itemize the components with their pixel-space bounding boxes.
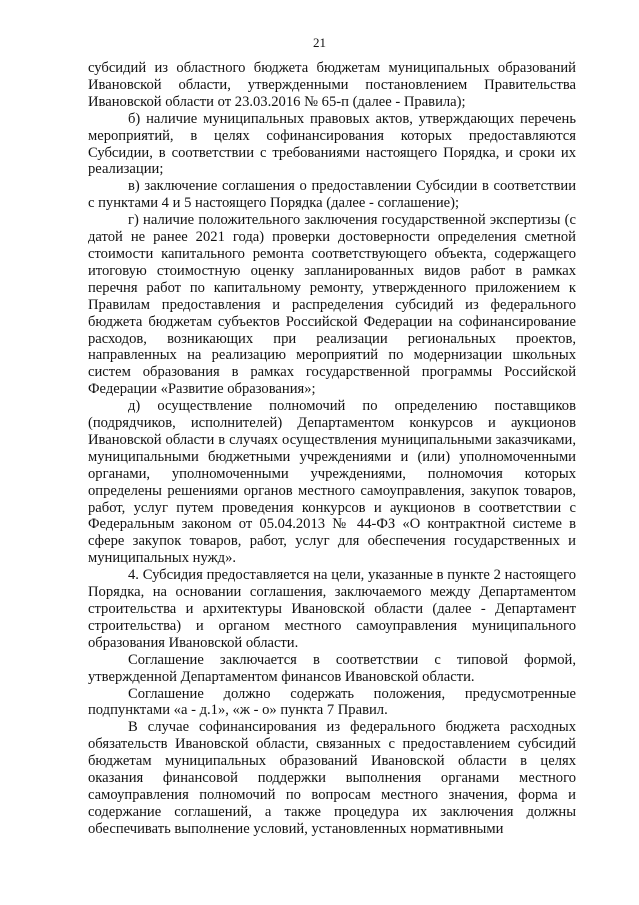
paragraph-item-v: в) заключение соглашения о предоставлении Субсидии в соответствии с пунктами 4 и 5 настоящего Порядка (далее - соглашение);: [88, 178, 576, 212]
page-number: 21: [313, 35, 326, 50]
paragraph-point-4: 4. Субсидия предоставляется на цели, указанные в пункте 2 настоящего Порядка, на основании соглашения, заключаемого между Департаментом строительства и архитектуры Ивановской области (далее - Департамент строительства) и органом местного самоуправления муниципального образования Ивановской области.: [88, 567, 576, 651]
paragraph-agreement-content: Соглашение должно содержать положения, предусмотренные подпунктами «а - д.1», «ж - о» пункта 7 Правил.: [88, 685, 576, 719]
paragraph-agreement-form: Соглашение заключается в соответствии с типовой формой, утвержденной Департаментом финансов Ивановской области.: [88, 651, 576, 685]
paragraph-subsidies-rules: субсидий из областного бюджета бюджетам муниципальных образований Ивановской области, утвержденными постановлением Правительства Ивановской области от 23.03.2016 № 65-п (далее - Правила);: [88, 60, 576, 110]
paragraph-item-g: г) наличие положительного заключения государственной экспертизы (с датой не ранее 2021 года) проверки достоверности определения сметной стоимости капитального ремонта соответствующего объекта, содержащего итоговую стоимостную оценку запланированных видов работ в рамках перечня работ по капитальному ремонту, утвержденного приложением к Правилам предоставления и распределения субсидий из федерального бюджета бюджетам субъектов Российской Федерации на софинансирование расходов, возникающих при реализации региональных проектов, направленных на реализацию мероприятий по модернизации школьных систем образования в рамках государственной программы Российской Федерации «Развитие образования»;: [88, 212, 576, 398]
paragraph-item-d: д) осуществление полномочий по определению поставщиков (подрядчиков, исполнителей) Департаментом конкурсов и аукционов Ивановской области в случаях осуществления муниципальными заказчиками, муниципальными бюджетными учреждениями и (или) уполномоченными органами, уполномоченными учреждениями, полномочия которых определены решениями органов местного самоуправления, закупок товаров, работ, услуг путем проведения конкурсов и аукционов в соответствии с Федеральным законом от 05.04.2013 № 44-ФЗ «О контрактной системе в сфере закупок товаров, работ, услуг для обеспечения государственных и муниципальных нужд».: [88, 398, 576, 567]
document-body: [88, 60, 576, 838]
paragraph-federal-cofinancing: В случае софинансирования из федерального бюджета расходных обязательств Ивановской области, связанных с предоставлением субсидий бюджетам муниципальных образований Ивановской области в целях оказания финансовой поддержки выполнения органами местного самоуправления полномочий по вопросам местного значения, форма и содержание соглашений, а также процедура их заключения должны обеспечивать выполнение условий, установленных нормативными: [88, 719, 576, 837]
paragraph-item-b: б) наличие муниципальных правовых актов, утверждающих перечень мероприятий, в целях софинансирования которых предоставляются Субсидии, в соответствии с требованиями настоящего Порядка, и сроки их реализации;: [88, 110, 576, 178]
